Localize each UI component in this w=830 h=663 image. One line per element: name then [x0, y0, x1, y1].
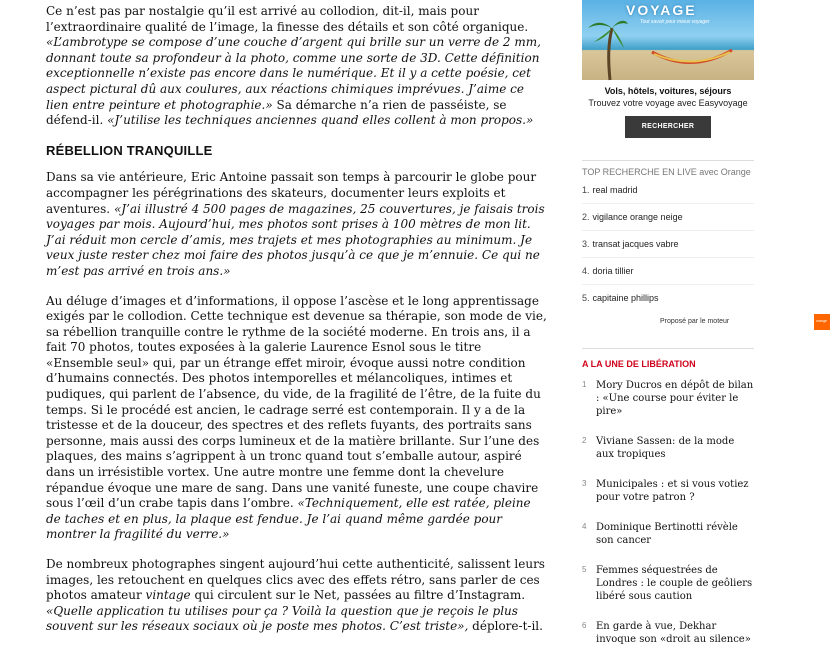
une-item-link[interactable]: En garde à vue, Dekhar invoque son «droit au silence»: [596, 621, 751, 645]
article-paragraph-2: [46, 170, 548, 279]
item-number: 6: [582, 621, 587, 630]
item-number: 5.: [582, 293, 590, 303]
une-item[interactable]: [582, 564, 754, 603]
article-paragraph-1: [46, 4, 548, 129]
une-item[interactable]: [582, 478, 754, 504]
une-item-link[interactable]: Dominique Bertinotti révèle son cancer: [596, 522, 738, 546]
une-item-link[interactable]: Viviane Sassen: de la mode aux tropiques: [596, 436, 735, 460]
quote-run: vintage: [145, 588, 191, 603]
item-number: 4.: [582, 266, 590, 276]
top-search-title: TOP RECHERCHE EN LIVE avec Orange: [582, 167, 751, 177]
text-run: Ce n’est pas par nostalgie qu’il est arrivé au collodion, dit-il, mais pour l’extraordinaire qualité de l’image, la finesse des détails et son côté organique.: [46, 4, 529, 34]
ad-heading: Vols, hôtels, voitures, séjours: [604, 86, 732, 96]
une-item-link[interactable]: Municipales : et si vous votiez pour votre patron ?: [596, 479, 749, 503]
une-item[interactable]: [582, 379, 754, 418]
divider: [582, 160, 754, 161]
hammock-icon: [652, 48, 732, 70]
top-search-item[interactable]: [582, 239, 754, 266]
search-provider: [660, 314, 827, 330]
une-item-link[interactable]: Femmes séquestrées de Londres : le couple de geôliers libéré sous caution: [596, 565, 753, 602]
item-number: 2: [582, 436, 587, 445]
top-search-list: [582, 185, 754, 320]
article-paragraph-3: [46, 294, 548, 544]
quote-run: «L’ambrotype se compose d’une couche d’argent qui brille sur un verre de 2 mm, donnant toute sa profondeur à la photo, comme une sorte de 3D. Cette définition exceptionnelle n’existe pas encore dans le numérique. Et il y a cette poésie, cet aspect pictural dû aux coulures, aux réactions chimiques imprévues. J’aime ce lien entre peinture et photographie.»: [46, 35, 541, 112]
une-list: [582, 379, 754, 646]
top-search-item[interactable]: [582, 266, 754, 293]
item-label: transat jacques vabre: [592, 239, 679, 249]
ad-banner-title: VOYAGE: [626, 2, 697, 18]
une-item[interactable]: [582, 521, 754, 547]
item-label: capitaine phillips: [592, 293, 659, 303]
une-section-title: A LA UNE DE LIBÉRATION: [582, 359, 696, 369]
item-label: vigilance orange neige: [592, 212, 683, 222]
text-run: De nombreux photographes singent aujourd’hui cette authenticité, salissent leurs images, les retouchent en quelques clics avec des effets rétro, sans parler de ces photos amateur: [46, 557, 545, 603]
text-run: Au déluge d’images et d’informations, il oppose l’ascèse et le long apprentissage exigés par le collodion. Cette technique est devenue sa thérapie, son mode de vie, sa rébellion tranquille contre le rythme de la société moderne. En trois ans, il a fait 70 photos, toutes exposées à la galerie Laurence Esnol sous le titre «Ensemble seul» qui, par un étrange effet miroir, évoque aussi notre condition d’humains connectés. Des photos intemporelles et mélancoliques, intimes et pudiques, qui parlent de l’absence, du vide, de la fragilité de l’être, de la fuite du temps. Si le procédé est ancien, le cadrage serré est contemporain. Il y a de la tristesse et de la douceur, des spectres et des reflets fuyants, des portraits sans personne, mais aussi des corps lumineux et de la matière brillante. Sur l’une des plaques, des mains s’agrippent à un tronc quand tout s’emballe autour, aspiré dans un irrésistible vortex. Une autre montre une femme dont la chevelure répandue évoque une mare de sang. Dans une vanité funeste, une coupe chavire sous l’œil d’un crabe tapis dans l’ombre.: [46, 293, 547, 511]
orange-logo-text: orange: [816, 319, 827, 323]
une-item[interactable]: [582, 620, 754, 646]
item-number: 1.: [582, 185, 590, 195]
divider: [582, 348, 754, 349]
palm-tree-icon: [588, 14, 628, 80]
quote-run: «Techniquement, elle est ratée, pleine de taches et en plus, la plaque est fendue. Je l’ai quand même gardée pour montrer la fragilité du verre.»: [46, 496, 531, 542]
ad-banner-tagline: Tout savoir pour mieux voyager: [640, 19, 710, 25]
section-heading: RÉBELLION TRANQUILLE: [46, 142, 213, 158]
item-number: 3: [582, 479, 587, 488]
item-label: real madrid: [592, 185, 638, 195]
search-button[interactable]: RECHERCHER: [625, 116, 711, 138]
quote-run: «Quelle application tu utilises pour ça ? Voilà la question que je reçois le plus souvent sur les réseaux sociaux où je poste mes photos. C’est triste»,: [46, 603, 518, 634]
quote-run: «J’utilise les techniques anciennes quand elles collent à mon propos.»: [107, 113, 534, 128]
sidebar: [582, 0, 827, 663]
text-run: déplore-t-il.: [468, 619, 543, 634]
text-run: qui circulent sur le Net, passées au filtre d’Instagram.: [190, 588, 526, 603]
text-run: Dans sa vie antérieure, Eric Antoine passait son temps à parcourir le globe pour accompagner les pérégrinations des skateurs, documenter leurs exploits et aventures.: [46, 170, 537, 216]
article-body: [46, 4, 548, 649]
une-item-link[interactable]: Mory Ducros en dépôt de bilan : «Une course pour éviter le pire»: [596, 380, 754, 417]
item-number: 2.: [582, 212, 590, 222]
text-run: Sa démarche n’a rien de passéiste, se défend-il.: [46, 97, 507, 128]
item-label: doria tillier: [592, 266, 634, 276]
item-number: 3.: [582, 239, 590, 249]
ad-subheading: Trouvez votre voyage avec Easyvoyage: [588, 98, 748, 108]
item-number: 1: [582, 380, 587, 389]
article-paragraph-4: [46, 557, 548, 635]
travel-ad-banner[interactable]: [582, 0, 754, 80]
item-number: 4: [582, 522, 587, 531]
une-item[interactable]: [582, 435, 754, 461]
provider-label: Proposé par le moteur: [660, 318, 730, 325]
item-number: 5: [582, 565, 587, 574]
top-search-item[interactable]: [582, 185, 754, 212]
orange-logo[interactable]: [814, 314, 830, 330]
quote-run: «J’ai illustré 4 500 pages de magazines, 25 couvertures, je faisais trois voyages par mois. Aujourd’hui, mes photos sont prises à 100 mètres de mon lit. J’ai réduit mon cercle d’amis, mes trajets et mes photographies au minimum. Je veux juste rester chez moi faire des photos jusqu’à ce que je m’ennuie. Ce qui ne m’est pas arrivé en trois ans.»: [46, 201, 545, 278]
top-search-item[interactable]: [582, 212, 754, 239]
